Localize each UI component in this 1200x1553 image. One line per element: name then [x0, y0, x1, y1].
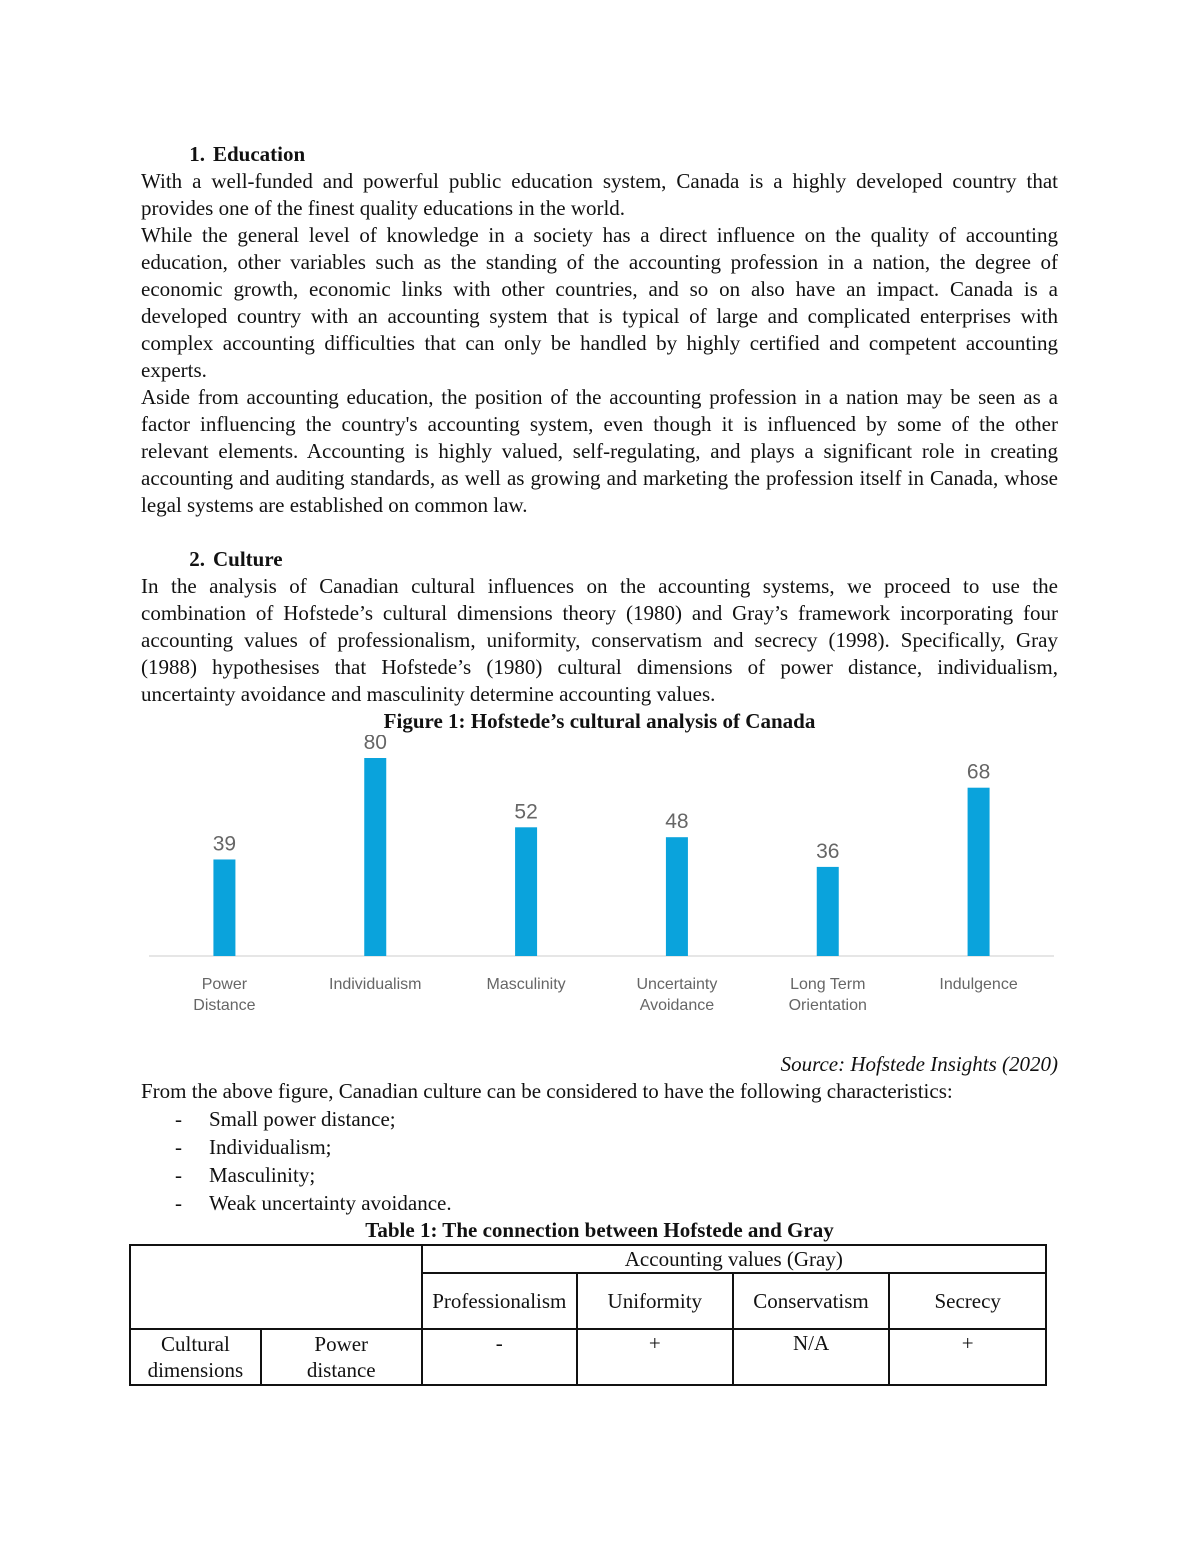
chart-category-label: Avoidance: [639, 997, 715, 1014]
chart-category-label: Masculinity: [486, 976, 566, 993]
chart-bar: [968, 788, 990, 956]
chart-data-label: 36: [816, 839, 840, 863]
chart-category-label: Individualism: [329, 976, 422, 993]
education-paragraph-3: Aside from accounting education, the position of the accounting profession in a nation may be seen as a factor influencing the country's accounting system, even though it is influenced by some of the other relevant elements. Accounting is highly valued, self-regulating, and plays a significant role in creating accounting and auditing standards, as well as growing and marketing the profession itself in Canada, whose legal systems are established on common law.: [141, 385, 1058, 517]
figure-caption: Figure 1: Hofstede’s cultural analysis of Canada: [383, 709, 816, 733]
table-row-group-label: Cultural dimensions: [130, 1329, 261, 1385]
table-row: [130, 1329, 1046, 1385]
list-item: [141, 1133, 1058, 1161]
chart-bar: [817, 867, 839, 956]
table-group-header: Accounting values (Gray): [422, 1245, 1046, 1273]
list-item-text: Individualism;: [209, 1135, 332, 1159]
list-item-text: Weak uncertainty avoidance.: [209, 1191, 452, 1215]
table-cell: N/A: [733, 1329, 890, 1385]
education-paragraph-1: With a well-funded and powerful public education system, Canada is a highly developed country that provides one of the finest quality educations in the world.: [141, 169, 1058, 220]
hofstede-bar-chart: [141, 735, 1058, 1051]
bullet-dash: -: [175, 1191, 182, 1215]
chart-category-label: Uncertainty: [636, 976, 718, 993]
chart-data-label: 48: [665, 810, 689, 834]
characteristics-list: [141, 1105, 1058, 1217]
section-title: Culture: [213, 547, 283, 571]
section-title: Education: [213, 142, 306, 166]
bullet-dash: -: [175, 1135, 182, 1159]
chart-bar: [364, 758, 386, 956]
chart-bar: [515, 827, 537, 956]
chart-canvas: [141, 735, 1058, 1051]
figure-source: Source: Hofstede Insights (2020): [780, 1052, 1058, 1076]
chart-data-label: 80: [363, 735, 387, 754]
chart-bar: [666, 837, 688, 956]
table-caption: Table 1: The connection between Hofstede and Gray: [365, 1218, 834, 1242]
chart-category-label: Distance: [193, 997, 256, 1014]
chart-category-label: Indulgence: [939, 976, 1018, 993]
table-cell: -: [422, 1329, 577, 1385]
list-item-text: Small power distance;: [209, 1107, 396, 1131]
chart-category-label: Power: [201, 976, 248, 993]
section-number: 2.: [189, 547, 205, 571]
chart-data-label: 68: [966, 760, 991, 784]
bullet-dash: -: [175, 1163, 182, 1187]
section-heading-education: [141, 141, 1058, 168]
table-column-header: Conservatism: [733, 1273, 890, 1329]
section-heading-culture: [141, 546, 1058, 573]
characteristics-intro: From the above figure, Canadian culture can be considered to have the following characteristics:: [141, 1079, 953, 1103]
culture-paragraph: In the analysis of Canadian cultural influences on the accounting systems, we proceed to use the combination of Hofstede’s cultural dimensions theory (1980) and Gray’s framework incorporating four accounting values of professionalism, uniformity, conservatism and secrecy (1998). Specifically, Gray (1988) hypothesises that Hofstede’s (1980) cultural dimensions of power distance, individualism, uncertainty avoidance and masculinity determine accounting values.: [141, 574, 1058, 706]
education-paragraph-2: While the general level of knowledge in a society has a direct influence on the quality of accounting education, other variables such as the standing of the accounting profession in a nation, the degree of economic growth, economic links with other countries, and so on also have an impact. Canada is a developed country with an accounting system that is typical of large and complicated enterprises with complex accounting difficulties that can only be handled by highly certified and competent accounting experts.: [141, 223, 1058, 382]
document-page: [141, 141, 1058, 1386]
table-column-header: Secrecy: [889, 1273, 1046, 1329]
list-item-text: Masculinity;: [209, 1163, 316, 1187]
list-item: [141, 1161, 1058, 1189]
table-column-header: Uniformity: [577, 1273, 733, 1329]
list-item: [141, 1105, 1058, 1133]
chart-data-label: 52: [514, 800, 538, 824]
chart-category-label: Orientation: [788, 997, 867, 1014]
table-cell: +: [577, 1329, 733, 1385]
bullet-dash: -: [175, 1107, 182, 1131]
table-column-header: Professionalism: [422, 1273, 577, 1329]
section-number: 1.: [189, 142, 205, 166]
table-cell: +: [889, 1329, 1046, 1385]
hofstede-gray-table: [129, 1244, 1047, 1386]
table-row-label: Power distance: [261, 1329, 422, 1385]
list-item: [141, 1189, 1058, 1217]
table-corner-cell: [130, 1245, 422, 1329]
chart-category-label: Long Term: [790, 976, 866, 993]
chart-data-label: 39: [212, 832, 237, 856]
chart-bar: [213, 859, 235, 956]
